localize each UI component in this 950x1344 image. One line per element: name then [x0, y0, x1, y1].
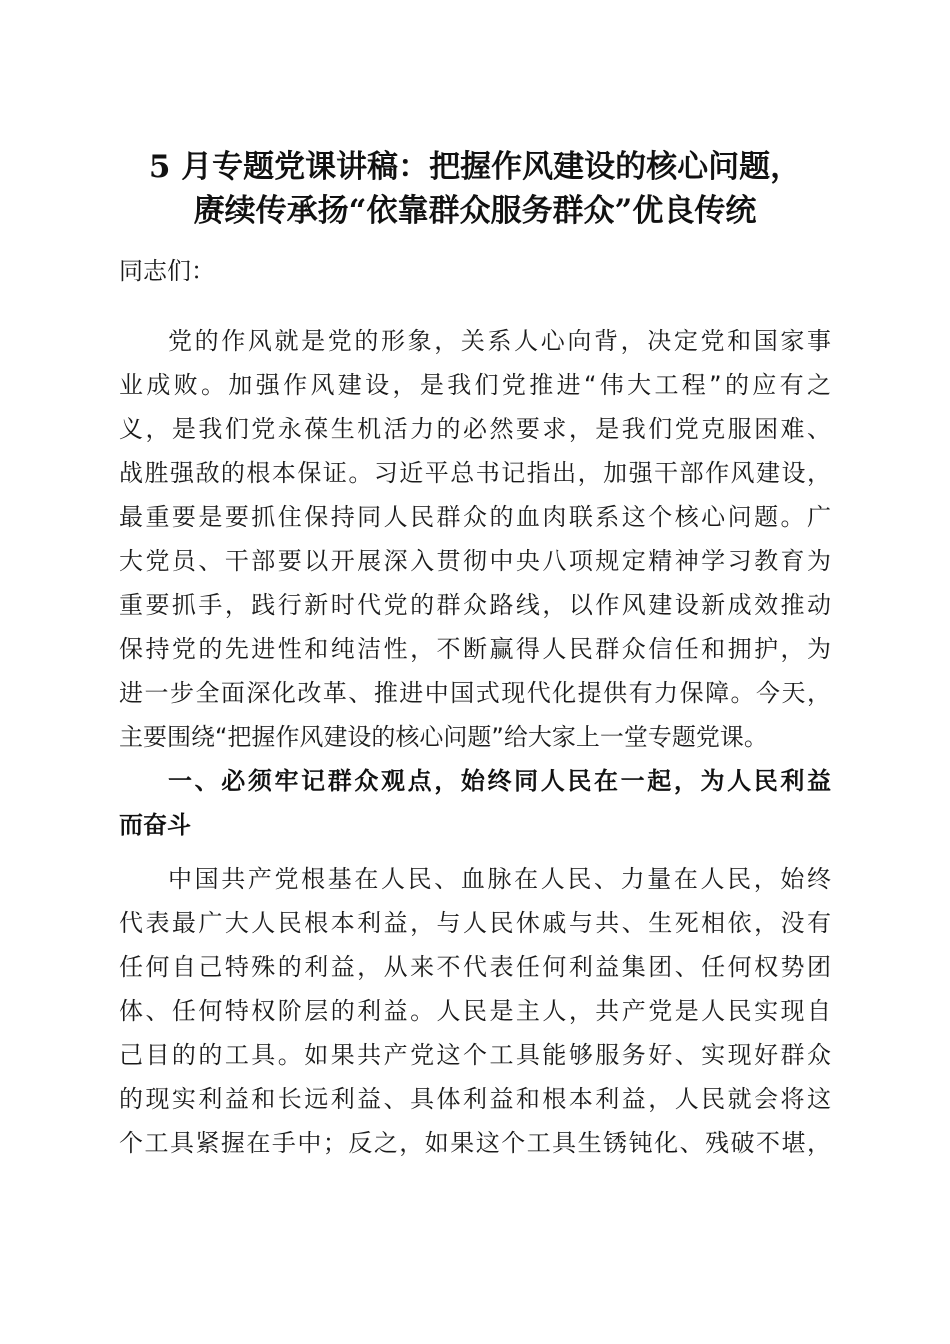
paragraph-2-line: 己目的的工具。如果共产党这个工具能够服务好、实现好群众	[119, 1041, 831, 1069]
document-title-line-1: 5 月专题党课讲稿：把握作风建设的核心问题，	[148, 149, 802, 185]
paragraph-2-line: 代表最广大人民根本利益，与人民休戚与共、生死相依，没有	[119, 909, 831, 937]
document-title-line-2: 赓续传承扬“依靠群众服务群众”优良传统	[193, 193, 757, 229]
paragraph-2-line: 个工具紧握在手中；反之，如果这个工具生锈钝化、残破不堪，	[119, 1129, 831, 1157]
paragraph-1-line: 重要抓手，践行新时代党的群众路线，以作风建设新成效推动	[119, 591, 831, 619]
paragraph-1-line: 党的作风就是党的形象，关系人心向背，决定党和国家事	[168, 327, 831, 355]
paragraph-2-line: 体、任何特权阶层的利益。人民是主人，共产党是人民实现自	[119, 997, 831, 1025]
paragraph-1-line: 主要围绕“把握作风建设的核心问题”给大家上一堂专题党课。	[119, 723, 768, 751]
paragraph-1-line: 最重要是要抓住保持同人民群众的血肉联系这个核心问题。广	[119, 503, 831, 531]
paragraph-1-line: 业成败。加强作风建设，是我们党推进“伟大工程”的应有之	[119, 371, 831, 399]
section-heading-1-line: 而奋斗	[119, 811, 191, 839]
section-heading-1-line: 一、必须牢记群众观点，始终同人民在一起，为人民利益	[168, 767, 831, 795]
paragraph-1-line: 战胜强敌的根本保证。习近平总书记指出，加强干部作风建设，	[119, 459, 831, 487]
paragraph-2-line: 任何自己特殊的利益，从来不代表任何利益集团、任何权势团	[119, 953, 831, 981]
paragraph-2-line: 中国共产党根基在人民、血脉在人民、力量在人民，始终	[168, 865, 831, 893]
paragraph-1-line: 大党员、干部要以开展深入贯彻中央八项规定精神学习教育为	[119, 547, 831, 575]
paragraph-1-line: 义，是我们党永葆生机活力的必然要求，是我们党克服困难、	[119, 415, 831, 443]
paragraph-1-line: 进一步全面深化改革、推进中国式现代化提供有力保障。今天，	[119, 679, 831, 707]
salutation: 同志们：	[119, 257, 215, 285]
paragraph-1-line: 保持党的先进性和纯洁性，不断赢得人民群众信任和拥护，为	[119, 635, 831, 663]
paragraph-2-line: 的现实利益和长远利益、具体利益和根本利益，人民就会将这	[119, 1085, 831, 1113]
